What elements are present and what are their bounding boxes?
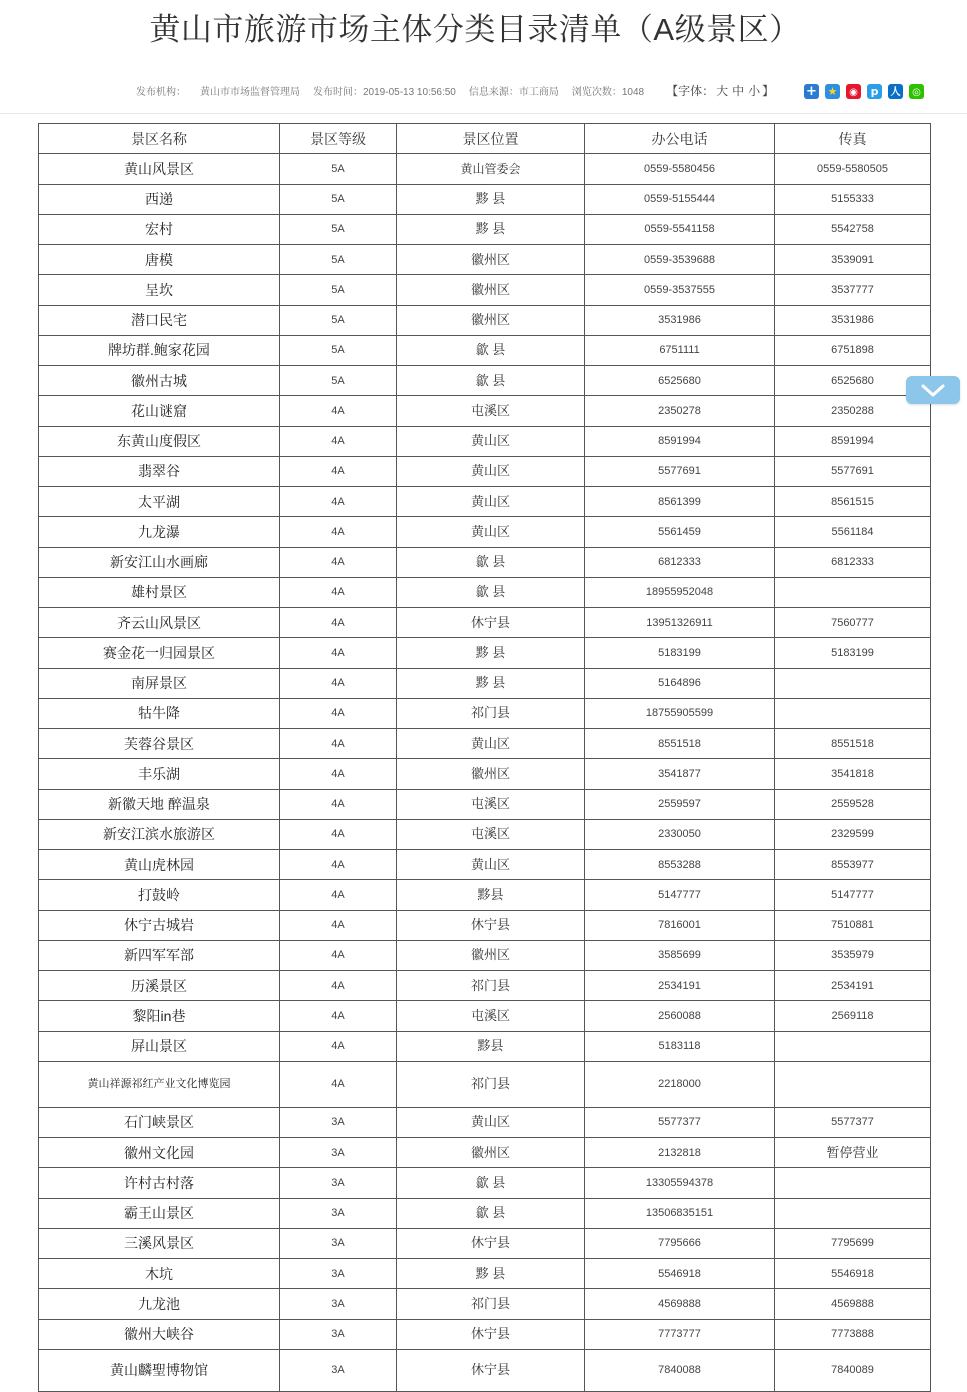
cell-fax: 5542758 <box>775 214 931 244</box>
cell-location: 祁门县 <box>397 971 585 1001</box>
cell-level: 4A <box>280 456 397 486</box>
table-row <box>39 335 931 365</box>
cell-phone: 2132818 <box>585 1138 775 1168</box>
cell-location: 歙 县 <box>397 366 585 396</box>
cell-phone: 2560088 <box>585 1001 775 1031</box>
table-row <box>39 668 931 698</box>
cell-location: 黄山区 <box>397 487 585 517</box>
cell-phone: 8591994 <box>585 426 775 456</box>
view-count-info <box>572 83 644 98</box>
cell-level: 4A <box>280 577 397 607</box>
cell-name: 黄山风景区 <box>39 154 280 184</box>
page-title: 黄山市旅游市场主体分类目录清单（A级景区） <box>149 12 801 47</box>
chevron-down-icon <box>921 384 945 397</box>
table-row <box>39 910 931 940</box>
source-label: 信息来源： <box>468 86 519 98</box>
cell-location: 歙 县 <box>397 547 585 577</box>
cell-level: 5A <box>280 305 397 335</box>
cell-level: 5A <box>280 154 397 184</box>
cell-name: 新徽天地 醉温泉 <box>39 789 280 819</box>
cell-phone: 6751111 <box>585 335 775 365</box>
cell-location: 黟 县 <box>397 638 585 668</box>
cell-location: 黟 县 <box>397 1259 585 1289</box>
table-row <box>39 971 931 1001</box>
table-row <box>39 426 931 456</box>
table-row <box>39 729 931 759</box>
table-row <box>39 366 931 396</box>
table-row <box>39 1107 931 1137</box>
cell-level: 5A <box>280 245 397 275</box>
cell-level: 4A <box>280 638 397 668</box>
cell-level: 4A <box>280 487 397 517</box>
text-size-medium-link[interactable]: 中 <box>732 83 745 98</box>
text-size-small-link[interactable]: 小 <box>748 83 761 98</box>
cell-name: 打鼓岭 <box>39 880 280 910</box>
cell-phone: 13305594378 <box>585 1168 775 1198</box>
cell-phone: 5147777 <box>585 880 775 910</box>
table-row <box>39 487 931 517</box>
cell-location: 休宁县 <box>397 608 585 638</box>
cell-fax: 2569118 <box>775 1001 931 1031</box>
cell-level: 4A <box>280 426 397 456</box>
table-row <box>39 1198 931 1228</box>
wechat-icon[interactable] <box>909 84 924 99</box>
cell-location: 黄山管委会 <box>397 154 585 184</box>
cell-location: 休宁县 <box>397 1319 585 1349</box>
cell-phone: 18755905599 <box>585 698 775 728</box>
cell-name: 南屏景区 <box>39 668 280 698</box>
cell-level: 4A <box>280 1061 397 1107</box>
cell-name: 休宁古城岩 <box>39 910 280 940</box>
cell-fax: 5561184 <box>775 517 931 547</box>
cell-location: 祁门县 <box>397 1289 585 1319</box>
cell-level: 4A <box>280 729 397 759</box>
share-toolbar <box>804 84 924 99</box>
table-row <box>39 214 931 244</box>
qzone-icon[interactable] <box>825 84 840 99</box>
cell-phone: 3541877 <box>585 759 775 789</box>
cell-level: 3A <box>280 1107 397 1137</box>
cell-location: 徽州区 <box>397 305 585 335</box>
scroll-down-button[interactable] <box>906 376 960 404</box>
header-fax: 传真 <box>775 124 931 154</box>
cell-location: 黄山区 <box>397 456 585 486</box>
cell-name: 西递 <box>39 184 280 214</box>
cell-level: 3A <box>280 1228 397 1258</box>
cell-phone: 2218000 <box>585 1061 775 1107</box>
cell-name: 东黄山度假区 <box>39 426 280 456</box>
cell-fax: 8551518 <box>775 729 931 759</box>
table-row <box>39 819 931 849</box>
cell-fax: 8553977 <box>775 850 931 880</box>
cell-level: 3A <box>280 1259 397 1289</box>
cell-name: 霸王山景区 <box>39 1198 280 1228</box>
cell-fax: 3541818 <box>775 759 931 789</box>
table-row <box>39 850 931 880</box>
text-size-open: 【字体： <box>666 83 715 98</box>
cell-location: 歙 县 <box>397 1168 585 1198</box>
cell-location: 祁门县 <box>397 1061 585 1107</box>
cell-phone: 7795666 <box>585 1228 775 1258</box>
cell-fax <box>775 698 931 728</box>
cell-level: 4A <box>280 971 397 1001</box>
cell-name: 黄山祥源祁红产业文化博览园 <box>39 1061 280 1107</box>
cell-name: 唐模 <box>39 245 280 275</box>
cell-phone: 2559597 <box>585 789 775 819</box>
cell-fax: 4569888 <box>775 1289 931 1319</box>
cell-phone: 13951326911 <box>585 608 775 638</box>
cell-level: 4A <box>280 547 397 577</box>
cell-name: 牯牛降 <box>39 698 280 728</box>
cell-name: 徽州大峡谷 <box>39 1319 280 1349</box>
cell-location: 徽州区 <box>397 245 585 275</box>
cell-level: 3A <box>280 1319 397 1349</box>
table-row <box>39 154 931 184</box>
cell-location: 徽州区 <box>397 940 585 970</box>
cell-fax: 7560777 <box>775 608 931 638</box>
cell-phone: 8561399 <box>585 487 775 517</box>
cell-name: 赛金花一归园景区 <box>39 638 280 668</box>
cell-fax: 6525680 <box>775 366 931 396</box>
cell-fax <box>775 577 931 607</box>
cell-fax: 7795699 <box>775 1228 931 1258</box>
publish-time-value: 2019-05-13 10:56:50 <box>363 86 456 98</box>
table-row <box>39 1349 931 1391</box>
table-row <box>39 759 931 789</box>
cell-phone: 7816001 <box>585 910 775 940</box>
publisher-label: 发布机构： <box>136 86 186 98</box>
cell-level: 4A <box>280 517 397 547</box>
cell-fax <box>775 1031 931 1061</box>
cell-name: 新四军军部 <box>39 940 280 970</box>
cell-name: 黄山虎林园 <box>39 850 280 880</box>
share-plus-icon[interactable] <box>804 84 819 99</box>
cell-location: 黄山区 <box>397 1107 585 1137</box>
cell-name: 徽州古城 <box>39 366 280 396</box>
cell-location: 屯溪区 <box>397 789 585 819</box>
cell-fax: 3531986 <box>775 305 931 335</box>
header-phone: 办公电话 <box>585 124 775 154</box>
cell-fax: 7773888 <box>775 1319 931 1349</box>
cell-level: 3A <box>280 1198 397 1228</box>
cell-location: 休宁县 <box>397 1349 585 1391</box>
cell-location: 屯溪区 <box>397 396 585 426</box>
cell-location: 黄山区 <box>397 517 585 547</box>
cell-fax: 0559-5580505 <box>775 154 931 184</box>
cell-location: 黟县 <box>397 880 585 910</box>
cell-fax: 2350288 <box>775 396 931 426</box>
cell-name: 牌坊群.鲍家花园 <box>39 335 280 365</box>
cell-phone: 5546918 <box>585 1259 775 1289</box>
cell-location: 屯溪区 <box>397 819 585 849</box>
weibo-icon[interactable] <box>846 84 861 99</box>
table-row <box>39 1228 931 1258</box>
cell-level: 4A <box>280 880 397 910</box>
cell-name: 花山谜窟 <box>39 396 280 426</box>
meta-bar <box>136 83 774 97</box>
table-row <box>39 396 931 426</box>
cell-phone: 2534191 <box>585 971 775 1001</box>
cell-phone: 3585699 <box>585 940 775 970</box>
table-row <box>39 1061 931 1107</box>
table-row <box>39 275 931 305</box>
cell-phone: 5561459 <box>585 517 775 547</box>
cell-level: 4A <box>280 910 397 940</box>
cell-fax <box>775 668 931 698</box>
cell-location: 黄山区 <box>397 426 585 456</box>
cell-name: 三溪风景区 <box>39 1228 280 1258</box>
header-name: 景区名称 <box>39 124 280 154</box>
cell-phone: 5577377 <box>585 1107 775 1137</box>
cell-fax: 2559528 <box>775 789 931 819</box>
cell-phone: 3531986 <box>585 305 775 335</box>
cell-fax: 3539091 <box>775 245 931 275</box>
cell-phone: 8553288 <box>585 850 775 880</box>
cell-level: 5A <box>280 335 397 365</box>
cell-fax: 8591994 <box>775 426 931 456</box>
cell-location: 歙 县 <box>397 1198 585 1228</box>
cell-name: 九龙瀑 <box>39 517 280 547</box>
cell-name: 黎阳in巷 <box>39 1001 280 1031</box>
cell-fax: 7840089 <box>775 1349 931 1391</box>
cell-name: 历溪景区 <box>39 971 280 1001</box>
cell-phone: 0559-5155444 <box>585 184 775 214</box>
cell-level: 4A <box>280 819 397 849</box>
cell-name: 黄山麟聖博物馆 <box>39 1349 280 1391</box>
table-row <box>39 547 931 577</box>
cell-phone: 5164896 <box>585 668 775 698</box>
table-row <box>39 1031 931 1061</box>
table-row <box>39 184 931 214</box>
cell-name: 呈坎 <box>39 275 280 305</box>
table-body <box>39 154 931 1392</box>
cell-level: 4A <box>280 608 397 638</box>
table-row <box>39 1259 931 1289</box>
cell-phone: 2350278 <box>585 396 775 426</box>
cell-name: 九龙池 <box>39 1289 280 1319</box>
cell-fax <box>775 1168 931 1198</box>
cell-location: 黟 县 <box>397 214 585 244</box>
cell-location: 徽州区 <box>397 275 585 305</box>
cell-level: 4A <box>280 850 397 880</box>
cell-level: 4A <box>280 1001 397 1031</box>
cell-phone: 13506835151 <box>585 1198 775 1228</box>
table-row <box>39 698 931 728</box>
source-value: 市工商局 <box>518 86 559 98</box>
cell-level: 3A <box>280 1289 397 1319</box>
table-row <box>39 1001 931 1031</box>
cell-phone: 0559-3537555 <box>585 275 775 305</box>
cell-level: 5A <box>280 366 397 396</box>
cell-location: 祁门县 <box>397 698 585 728</box>
cell-phone: 2330050 <box>585 819 775 849</box>
cell-level: 3A <box>280 1138 397 1168</box>
cell-phone: 5183118 <box>585 1031 775 1061</box>
cell-fax: 暂停营业 <box>775 1138 931 1168</box>
table-row <box>39 880 931 910</box>
cell-fax: 2329599 <box>775 819 931 849</box>
cell-level: 4A <box>280 396 397 426</box>
cell-fax <box>775 1198 931 1228</box>
divider <box>0 113 967 114</box>
cell-fax: 5546918 <box>775 1259 931 1289</box>
cell-location: 休宁县 <box>397 910 585 940</box>
table-row <box>39 517 931 547</box>
cell-phone: 6812333 <box>585 547 775 577</box>
cell-fax: 5577691 <box>775 456 931 486</box>
view-count-value: 1048 <box>621 86 645 98</box>
source-info <box>469 83 559 98</box>
cell-level: 4A <box>280 698 397 728</box>
cell-level: 4A <box>280 940 397 970</box>
cell-name: 屏山景区 <box>39 1031 280 1061</box>
cell-fax: 3535979 <box>775 940 931 970</box>
table-row <box>39 608 931 638</box>
cell-name: 许村古村落 <box>39 1168 280 1198</box>
tencent-weibo-icon[interactable] <box>867 84 882 99</box>
cell-phone: 0559-3539688 <box>585 245 775 275</box>
cell-level: 5A <box>280 275 397 305</box>
cell-name: 新安江山水画廊 <box>39 547 280 577</box>
renren-icon[interactable] <box>888 84 903 99</box>
cell-phone: 4569888 <box>585 1289 775 1319</box>
cell-location: 歙 县 <box>397 335 585 365</box>
table-row <box>39 789 931 819</box>
cell-level: 5A <box>280 214 397 244</box>
text-size-switch <box>666 82 774 99</box>
cell-phone: 6525680 <box>585 366 775 396</box>
cell-level: 5A <box>280 184 397 214</box>
publish-time-info <box>313 83 456 98</box>
cell-fax: 7510881 <box>775 910 931 940</box>
publish-time-label: 发布时间： <box>313 86 363 98</box>
cell-location: 徽州区 <box>397 1138 585 1168</box>
cell-name: 石门峡景区 <box>39 1107 280 1137</box>
cell-location: 黟 县 <box>397 184 585 214</box>
cell-name: 徽州文化园 <box>39 1138 280 1168</box>
cell-level: 4A <box>280 789 397 819</box>
cell-name: 潜口民宅 <box>39 305 280 335</box>
table-head <box>39 124 931 154</box>
cell-name: 宏村 <box>39 214 280 244</box>
cell-phone: 8551518 <box>585 729 775 759</box>
cell-location: 歙 县 <box>397 577 585 607</box>
cell-location: 黄山区 <box>397 850 585 880</box>
cell-fax: 5577377 <box>775 1107 931 1137</box>
publisher-info <box>136 83 300 98</box>
cell-name: 丰乐湖 <box>39 759 280 789</box>
cell-name: 新安江滨水旅游区 <box>39 819 280 849</box>
table-row <box>39 245 931 275</box>
cell-phone: 0559-5541158 <box>585 214 775 244</box>
cell-fax: 2534191 <box>775 971 931 1001</box>
table-row <box>39 305 931 335</box>
cell-fax <box>775 1061 931 1107</box>
cell-name: 齐云山风景区 <box>39 608 280 638</box>
cell-name: 太平湖 <box>39 487 280 517</box>
cell-name: 芙蓉谷景区 <box>39 729 280 759</box>
cell-phone: 5183199 <box>585 638 775 668</box>
cell-fax: 8561515 <box>775 487 931 517</box>
cell-name: 翡翠谷 <box>39 456 280 486</box>
table-row <box>39 1138 931 1168</box>
header-location: 景区位置 <box>397 124 585 154</box>
table-row <box>39 940 931 970</box>
cell-phone: 7773777 <box>585 1319 775 1349</box>
table-header-row <box>39 124 931 154</box>
cell-location: 黟 县 <box>397 668 585 698</box>
cell-fax: 3537777 <box>775 275 931 305</box>
cell-fax: 6812333 <box>775 547 931 577</box>
table-row <box>39 1319 931 1349</box>
cell-level: 4A <box>280 668 397 698</box>
cell-phone: 0559-5580456 <box>585 154 775 184</box>
cell-phone: 7840088 <box>585 1349 775 1391</box>
cell-location: 徽州区 <box>397 759 585 789</box>
text-size-close: 】 <box>762 83 775 98</box>
cell-name: 雄村景区 <box>39 577 280 607</box>
cell-fax: 5183199 <box>775 638 931 668</box>
header-level: 景区等级 <box>280 124 397 154</box>
cell-level: 4A <box>280 1031 397 1061</box>
text-size-large-link[interactable]: 大 <box>716 83 729 98</box>
cell-level: 3A <box>280 1349 397 1391</box>
cell-fax: 6751898 <box>775 335 931 365</box>
cell-name: 木坑 <box>39 1259 280 1289</box>
view-count-label: 浏览次数： <box>571 86 622 98</box>
scenic-spot-table <box>38 123 931 1392</box>
cell-phone: 5577691 <box>585 456 775 486</box>
table-row <box>39 1289 931 1319</box>
table-row <box>39 1168 931 1198</box>
cell-location: 休宁县 <box>397 1228 585 1258</box>
cell-location: 黟县 <box>397 1031 585 1061</box>
table-row <box>39 456 931 486</box>
publisher-value: 黄山市市场监督管理局 <box>200 86 300 98</box>
cell-fax: 5147777 <box>775 880 931 910</box>
cell-fax: 5155333 <box>775 184 931 214</box>
table-row <box>39 638 931 668</box>
table-row <box>39 577 931 607</box>
cell-phone: 18955952048 <box>585 577 775 607</box>
cell-location: 黄山区 <box>397 729 585 759</box>
cell-location: 屯溪区 <box>397 1001 585 1031</box>
cell-level: 4A <box>280 759 397 789</box>
cell-level: 3A <box>280 1168 397 1198</box>
